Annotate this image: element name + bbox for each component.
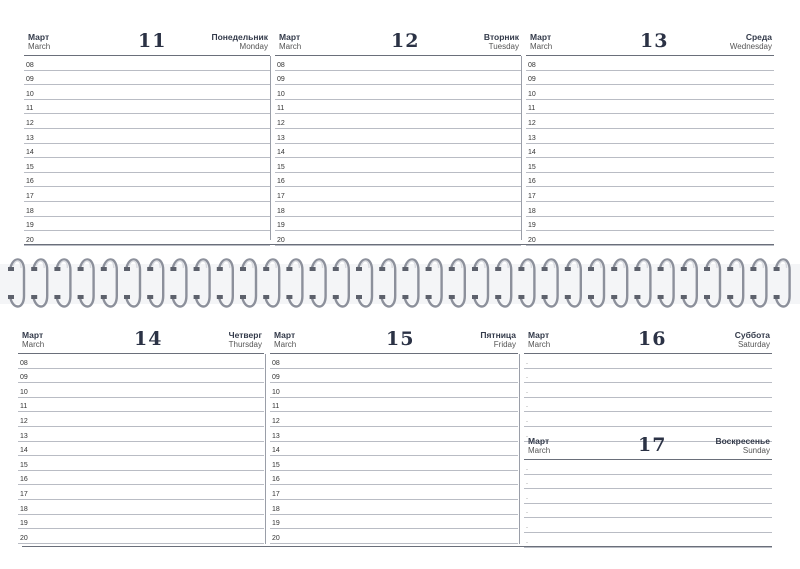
day-column-14 bbox=[14, 328, 264, 540]
hour-row[interactable] bbox=[275, 187, 521, 202]
hour-label: 13 bbox=[20, 432, 28, 440]
hour-label: 20 bbox=[20, 534, 28, 542]
month-ru: Март bbox=[274, 330, 296, 340]
hour-label: 16 bbox=[272, 476, 280, 484]
month-ru: Март bbox=[28, 32, 50, 42]
hour-row[interactable] bbox=[526, 158, 774, 173]
month-ru: Март bbox=[530, 32, 552, 42]
hour-row[interactable] bbox=[275, 129, 521, 144]
hour-row[interactable] bbox=[18, 471, 264, 486]
hour-label: 08 bbox=[26, 61, 34, 69]
hour-rows bbox=[270, 354, 518, 544]
weekday-en: Tuesday bbox=[488, 42, 519, 51]
day-header bbox=[271, 30, 521, 54]
hour-label: 19 bbox=[528, 222, 536, 230]
hour-rows bbox=[275, 56, 521, 246]
hour-label: 11 bbox=[277, 105, 285, 113]
hour-row[interactable] bbox=[18, 485, 264, 500]
hour-row[interactable] bbox=[526, 71, 774, 86]
hour-label: 15 bbox=[272, 461, 280, 469]
hour-row[interactable] bbox=[24, 85, 270, 100]
month-en: March bbox=[274, 340, 297, 349]
hour-label: 16 bbox=[528, 178, 536, 186]
row-dot: · bbox=[526, 495, 528, 502]
month-ru: Март bbox=[22, 330, 44, 340]
row-dot: · bbox=[526, 466, 528, 473]
weekday-ru: Воскресенье bbox=[715, 436, 770, 446]
month-en: March bbox=[28, 42, 51, 51]
hour-row[interactable] bbox=[18, 500, 264, 515]
hour-label: 13 bbox=[528, 134, 536, 142]
month-ru: Март bbox=[279, 32, 301, 42]
hour-row[interactable] bbox=[270, 471, 518, 486]
note-row[interactable] bbox=[524, 504, 772, 519]
hour-row[interactable] bbox=[18, 456, 264, 471]
hour-row[interactable] bbox=[24, 129, 270, 144]
hour-label: 17 bbox=[272, 490, 280, 498]
hour-label: 17 bbox=[26, 192, 34, 200]
note-rows bbox=[524, 460, 772, 548]
day-number: 16 bbox=[638, 328, 667, 350]
hour-row[interactable] bbox=[526, 85, 774, 100]
hour-label: 13 bbox=[26, 134, 34, 142]
note-row[interactable] bbox=[524, 383, 772, 398]
bottom-page bbox=[0, 318, 800, 569]
hour-row[interactable] bbox=[526, 129, 774, 144]
hour-row[interactable] bbox=[18, 427, 264, 442]
hour-row[interactable] bbox=[24, 71, 270, 86]
hour-label: 16 bbox=[20, 476, 28, 484]
hour-label: 19 bbox=[26, 222, 34, 230]
note-row[interactable] bbox=[524, 475, 772, 490]
hour-row[interactable] bbox=[270, 412, 518, 427]
hour-label: 08 bbox=[528, 61, 536, 69]
hour-label: 18 bbox=[272, 505, 280, 513]
hour-label: 19 bbox=[272, 520, 280, 528]
hour-label: 13 bbox=[272, 432, 280, 440]
hour-row[interactable] bbox=[270, 456, 518, 471]
hour-label: 09 bbox=[528, 76, 536, 84]
hour-label: 17 bbox=[528, 192, 536, 200]
hour-label: 09 bbox=[20, 374, 28, 382]
day-header bbox=[20, 30, 270, 54]
weekday-ru: Четверг bbox=[228, 330, 262, 340]
day-number: 11 bbox=[138, 30, 167, 52]
hour-label: 14 bbox=[528, 149, 536, 157]
hour-label: 18 bbox=[20, 505, 28, 513]
month-en: March bbox=[530, 42, 553, 51]
hour-row[interactable] bbox=[275, 158, 521, 173]
hour-row[interactable] bbox=[270, 398, 518, 413]
hour-label: 10 bbox=[528, 90, 536, 98]
hour-row[interactable] bbox=[18, 354, 264, 369]
hour-row[interactable] bbox=[270, 500, 518, 515]
hour-label: 19 bbox=[277, 222, 285, 230]
row-dot: · bbox=[526, 510, 528, 517]
hour-row[interactable] bbox=[275, 100, 521, 115]
hour-row[interactable] bbox=[275, 71, 521, 86]
hour-label: 18 bbox=[26, 207, 34, 215]
weekday-ru: Суббота bbox=[734, 330, 770, 340]
hour-label: 11 bbox=[528, 105, 536, 113]
day-header bbox=[522, 30, 774, 54]
hour-label: 12 bbox=[272, 417, 280, 425]
column-divider bbox=[270, 56, 271, 240]
day-number: 12 bbox=[391, 30, 420, 52]
hour-label: 10 bbox=[277, 90, 285, 98]
hour-row[interactable] bbox=[18, 383, 264, 398]
month-en: March bbox=[528, 340, 551, 349]
hour-label: 20 bbox=[272, 534, 280, 542]
day-header bbox=[520, 328, 772, 352]
hour-row[interactable] bbox=[270, 529, 518, 544]
weekday-en: Saturday bbox=[737, 340, 770, 349]
day-number: 17 bbox=[638, 434, 667, 456]
row-dot: · bbox=[526, 539, 528, 546]
row-dot: · bbox=[526, 524, 528, 531]
month-ru: Март bbox=[528, 330, 550, 340]
hour-label: 19 bbox=[20, 520, 28, 528]
hour-label: 20 bbox=[26, 236, 34, 244]
hour-row[interactable] bbox=[24, 173, 270, 188]
hour-label: 12 bbox=[528, 119, 536, 127]
month-en: March bbox=[279, 42, 302, 51]
hour-label: 12 bbox=[26, 119, 34, 127]
page-bottom-rule bbox=[24, 244, 774, 245]
note-row[interactable] bbox=[524, 518, 772, 533]
hour-label: 12 bbox=[277, 119, 285, 127]
hour-label: 10 bbox=[20, 388, 28, 396]
hour-row[interactable] bbox=[526, 144, 774, 159]
hour-label: 11 bbox=[20, 403, 28, 411]
hour-row[interactable] bbox=[18, 412, 264, 427]
day-number: 14 bbox=[134, 328, 163, 350]
note-row[interactable] bbox=[524, 354, 772, 369]
day-column-12 bbox=[271, 30, 521, 244]
hour-row[interactable] bbox=[24, 158, 270, 173]
hour-row[interactable] bbox=[526, 173, 774, 188]
hour-rows bbox=[24, 56, 270, 246]
hour-row[interactable] bbox=[270, 369, 518, 384]
day-column-15 bbox=[266, 328, 518, 540]
hour-row[interactable] bbox=[275, 114, 521, 129]
row-dot: · bbox=[526, 389, 528, 396]
hour-row[interactable] bbox=[275, 144, 521, 159]
hour-label: 10 bbox=[272, 388, 280, 396]
note-row[interactable] bbox=[524, 460, 772, 475]
weekday-en: Monday bbox=[239, 42, 268, 51]
hour-row[interactable] bbox=[24, 144, 270, 159]
hour-row[interactable] bbox=[24, 217, 270, 232]
hour-label: 08 bbox=[272, 359, 280, 367]
hour-row[interactable] bbox=[275, 217, 521, 232]
day-header bbox=[266, 328, 518, 352]
row-dot: · bbox=[526, 433, 528, 440]
hour-row[interactable] bbox=[270, 354, 518, 369]
hour-label: 08 bbox=[20, 359, 28, 367]
hour-label: 09 bbox=[272, 374, 280, 382]
hour-label: 17 bbox=[20, 490, 28, 498]
weekday-en: Wednesday bbox=[729, 42, 772, 51]
row-dot: · bbox=[526, 418, 528, 425]
day-column-17 bbox=[520, 434, 772, 546]
hour-row[interactable] bbox=[275, 202, 521, 217]
weekday-en: Friday bbox=[493, 340, 516, 349]
hour-label: 15 bbox=[277, 163, 285, 171]
hour-label: 14 bbox=[20, 447, 28, 455]
column-divider bbox=[265, 354, 266, 544]
hour-label: 15 bbox=[26, 163, 34, 171]
hour-row[interactable] bbox=[18, 369, 264, 384]
hour-row[interactable] bbox=[270, 383, 518, 398]
column-divider bbox=[519, 354, 520, 544]
note-rows bbox=[524, 354, 772, 442]
hour-row[interactable] bbox=[275, 173, 521, 188]
hour-label: 11 bbox=[26, 105, 34, 113]
hour-row[interactable] bbox=[24, 187, 270, 202]
day-column-16 bbox=[520, 328, 772, 440]
column-divider bbox=[521, 56, 522, 240]
hour-rows bbox=[18, 354, 264, 544]
hour-label: 20 bbox=[277, 236, 285, 244]
hour-row[interactable] bbox=[18, 442, 264, 457]
hour-row[interactable] bbox=[526, 114, 774, 129]
binding-band bbox=[0, 264, 800, 304]
note-row[interactable] bbox=[524, 369, 772, 384]
note-row[interactable] bbox=[524, 489, 772, 504]
hour-row[interactable] bbox=[18, 529, 264, 544]
hour-label: 15 bbox=[528, 163, 536, 171]
hour-label: 18 bbox=[277, 207, 285, 215]
hour-label: 10 bbox=[26, 90, 34, 98]
hour-label: 18 bbox=[528, 207, 536, 215]
hour-label: 17 bbox=[277, 192, 285, 200]
hour-label: 16 bbox=[277, 178, 285, 186]
weekday-ru: Вторник bbox=[483, 32, 519, 42]
hour-label: 13 bbox=[277, 134, 285, 142]
hour-label: 20 bbox=[528, 236, 536, 244]
hour-row[interactable] bbox=[526, 202, 774, 217]
row-dot: · bbox=[526, 360, 528, 367]
hour-row[interactable] bbox=[526, 56, 774, 71]
hour-row[interactable] bbox=[270, 442, 518, 457]
hour-row[interactable] bbox=[18, 515, 264, 530]
weekday-ru: Понедельник bbox=[211, 32, 268, 42]
hour-row[interactable] bbox=[275, 56, 521, 71]
day-number: 15 bbox=[386, 328, 415, 350]
weekday-ru: Среда bbox=[745, 32, 772, 42]
hour-label: 12 bbox=[20, 417, 28, 425]
hour-label: 11 bbox=[272, 403, 280, 411]
row-dot: · bbox=[526, 375, 528, 382]
hour-label: 14 bbox=[277, 149, 285, 157]
row-dot: · bbox=[526, 404, 528, 411]
hour-label: 14 bbox=[272, 447, 280, 455]
day-column-13 bbox=[522, 30, 774, 244]
hour-row[interactable] bbox=[24, 100, 270, 115]
hour-row[interactable] bbox=[24, 56, 270, 71]
note-row[interactable] bbox=[524, 412, 772, 427]
hour-label: 09 bbox=[277, 76, 285, 84]
hour-row[interactable] bbox=[24, 114, 270, 129]
page-bottom-rule bbox=[22, 546, 772, 547]
row-dot: · bbox=[526, 481, 528, 488]
hour-row[interactable] bbox=[24, 202, 270, 217]
month-ru: Март bbox=[528, 436, 550, 446]
note-row[interactable] bbox=[524, 398, 772, 413]
weekday-en: Thursday bbox=[228, 340, 262, 349]
day-header bbox=[14, 328, 264, 352]
hour-row[interactable] bbox=[270, 515, 518, 530]
hour-row[interactable] bbox=[526, 217, 774, 232]
hour-row[interactable] bbox=[526, 187, 774, 202]
day-header bbox=[520, 434, 772, 458]
hour-row[interactable] bbox=[18, 398, 264, 413]
weekday-ru: Пятница bbox=[480, 330, 516, 340]
day-column-11 bbox=[20, 30, 270, 244]
top-page bbox=[0, 0, 800, 250]
hour-label: 14 bbox=[26, 149, 34, 157]
day-number: 13 bbox=[640, 30, 669, 52]
hour-label: 15 bbox=[20, 461, 28, 469]
hour-label: 09 bbox=[26, 76, 34, 84]
month-en: March bbox=[22, 340, 45, 349]
month-en: March bbox=[528, 446, 551, 455]
spiral-binding bbox=[0, 250, 800, 318]
hour-row[interactable] bbox=[270, 485, 518, 500]
hour-label: 16 bbox=[26, 178, 34, 186]
hour-row[interactable] bbox=[270, 427, 518, 442]
weekday-en: Sunday bbox=[742, 446, 770, 455]
hour-rows bbox=[526, 56, 774, 246]
hour-label: 08 bbox=[277, 61, 285, 69]
hour-row[interactable] bbox=[526, 100, 774, 115]
hour-row[interactable] bbox=[275, 85, 521, 100]
